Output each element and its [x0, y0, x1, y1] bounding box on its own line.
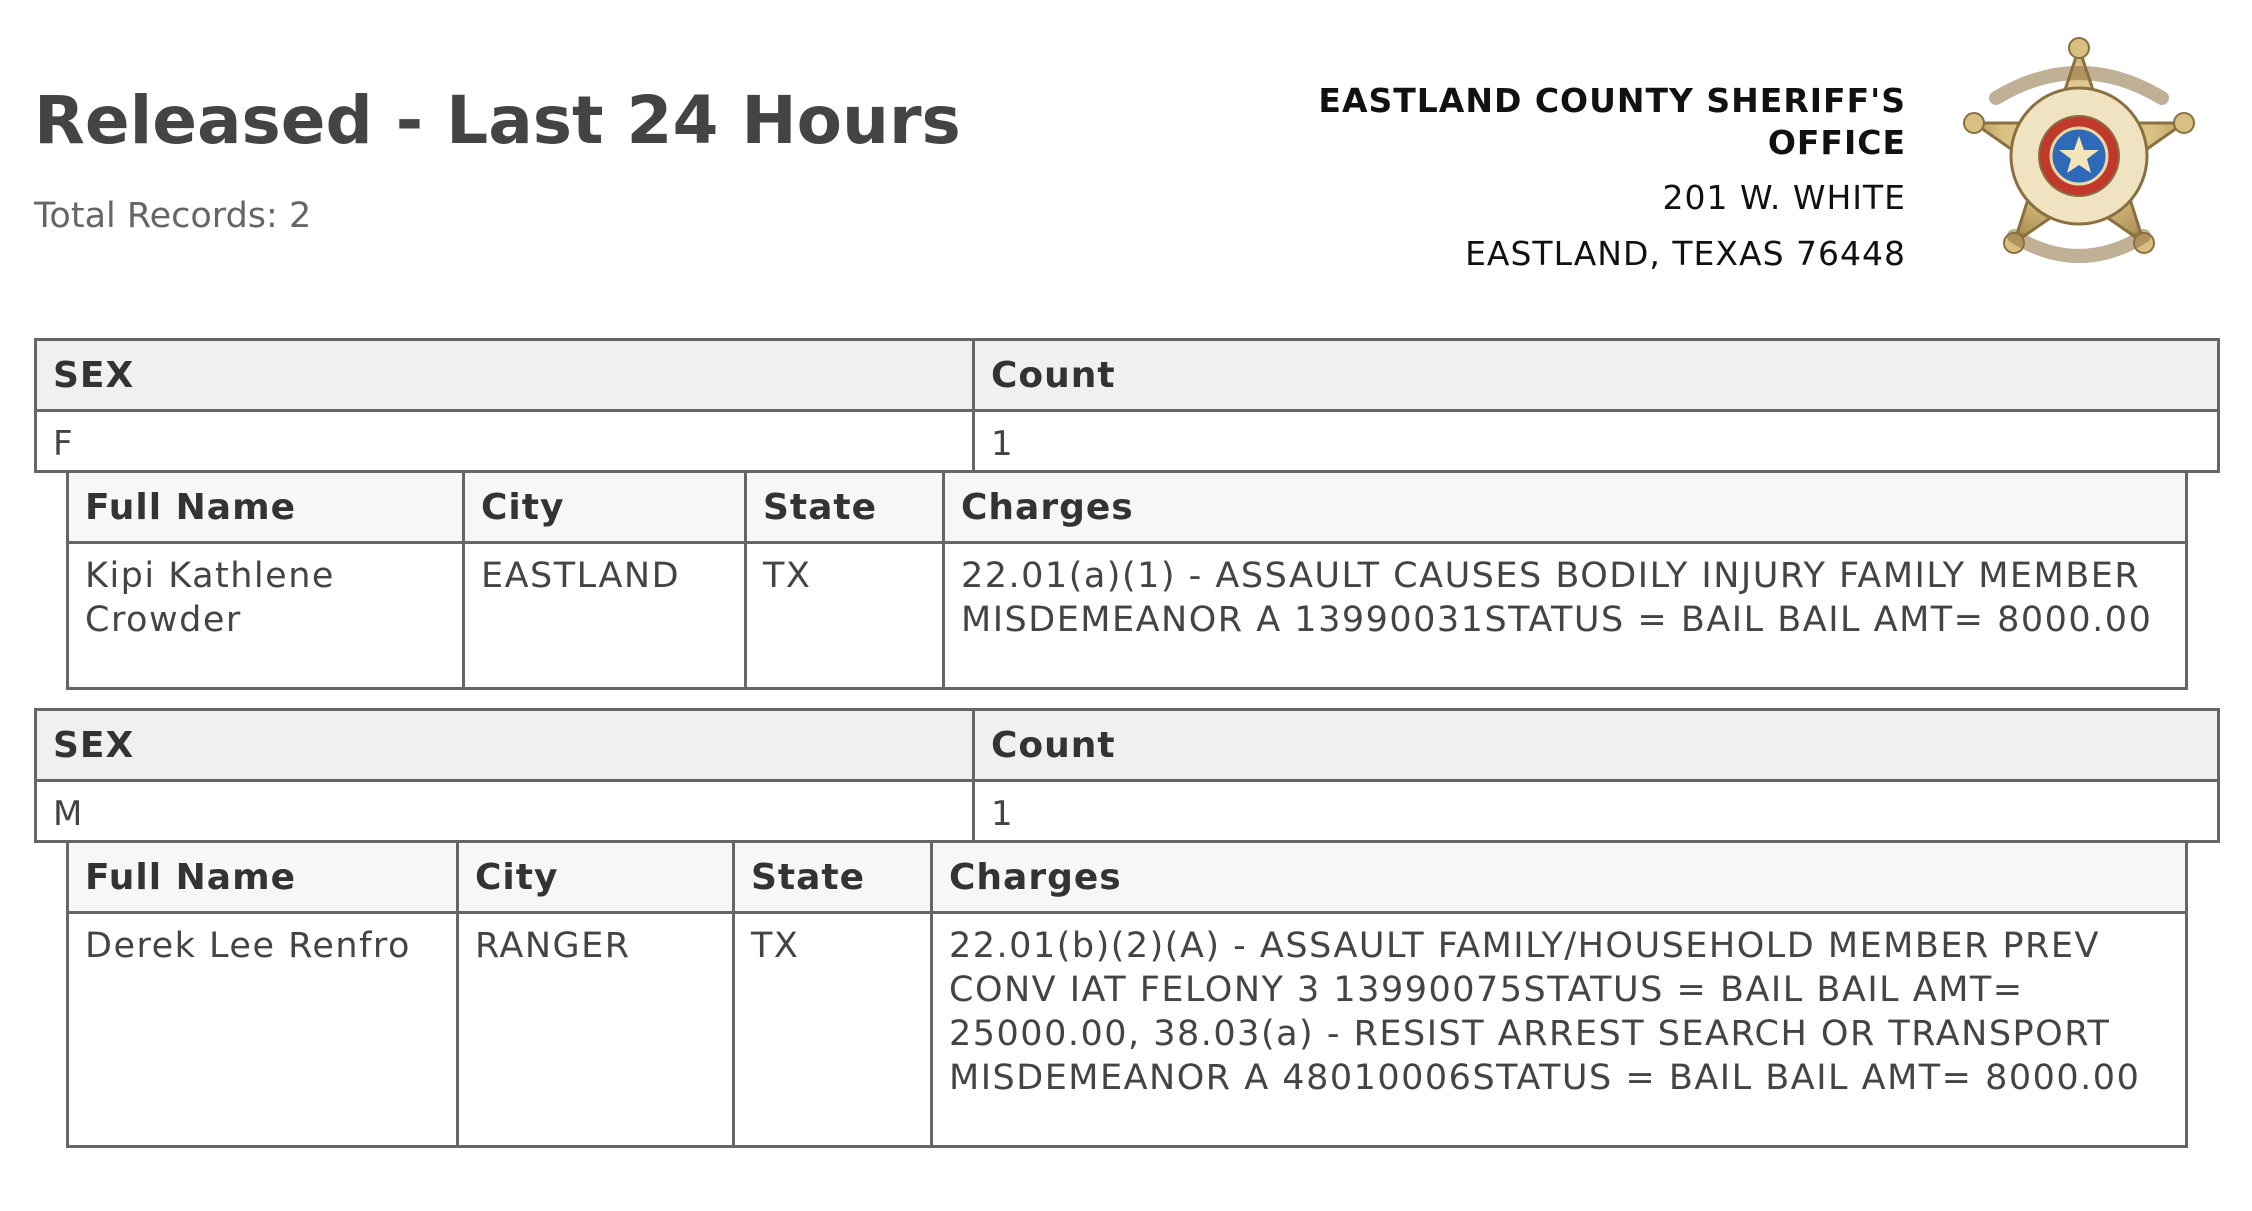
- agency-address-city: EASTLAND, TEXAS 76448: [1465, 234, 1906, 273]
- page-title: Released - Last 24 Hours: [34, 82, 961, 159]
- table-row: [68, 543, 2187, 689]
- agency-info: [1266, 80, 1906, 274]
- count-value: 1: [974, 781, 2219, 842]
- sex-group-header: [36, 710, 2219, 781]
- agency-name-line2: OFFICE: [1767, 123, 1906, 162]
- charges-column-header: Charges: [932, 842, 2187, 913]
- agency-address-street: 201 W. WHITE: [1662, 178, 1906, 217]
- city-cell: EASTLAND: [464, 543, 746, 689]
- state-column-header: State: [734, 842, 932, 913]
- count-column-header: Count: [974, 710, 2219, 781]
- agency-name: [1266, 80, 1906, 164]
- full-name-cell: Derek Lee Renfro: [68, 913, 458, 1147]
- table-row: [68, 913, 2187, 1147]
- count-column-header: Count: [974, 340, 2219, 411]
- full-name-column-header: Full Name: [68, 472, 464, 543]
- sheriff-badge-icon: [1934, 28, 2224, 304]
- sex-group-header: [36, 340, 2219, 411]
- sex-column-header: SEX: [36, 710, 974, 781]
- sex-group-row: [36, 411, 2219, 472]
- charges-column-header: Charges: [944, 472, 2187, 543]
- state-column-header: State: [746, 472, 944, 543]
- charges-cell: 22.01(b)(2)(A) - ASSAULT FAMILY/HOUSEHOLD MEMBER PREV CONV IAT FELONY 3 13990075STATUS = BAIL BAIL AMT= 25000.00, 38.03(a) - RESIST ARREST SEARCH OR TRANSPORT MISDEMEANOR A 48010006STATUS = BAIL BAIL AMT= 8000.00: [932, 913, 2187, 1147]
- charges-cell: 22.01(a)(1) - ASSAULT CAUSES BODILY INJURY FAMILY MEMBER MISDEMEANOR A 13990031STATUS = BAIL BAIL AMT= 8000.00: [944, 543, 2187, 689]
- count-value: 1: [974, 411, 2219, 472]
- state-cell: TX: [734, 913, 932, 1147]
- person-table-header: [68, 842, 2187, 913]
- sex-group-table-m: [34, 708, 2220, 843]
- report-header: [0, 0, 2252, 320]
- state-cell: TX: [746, 543, 944, 689]
- person-table-m: [66, 840, 2188, 1148]
- person-table-header: [68, 472, 2187, 543]
- city-column-header: City: [458, 842, 734, 913]
- city-column-header: City: [464, 472, 746, 543]
- person-table-f: [66, 470, 2188, 690]
- sex-value: F: [36, 411, 974, 472]
- agency-name-line1: EASTLAND COUNTY SHERIFF'S: [1318, 81, 1906, 120]
- full-name-cell: Kipi Kathlene Crowder: [68, 543, 464, 689]
- sex-column-header: SEX: [36, 340, 974, 411]
- sex-group-table-f: [34, 338, 2220, 473]
- full-name-column-header: Full Name: [68, 842, 458, 913]
- sex-value: M: [36, 781, 974, 842]
- city-cell: RANGER: [458, 913, 734, 1147]
- total-records: Total Records: 2: [34, 196, 312, 236]
- sex-group-row: [36, 781, 2219, 842]
